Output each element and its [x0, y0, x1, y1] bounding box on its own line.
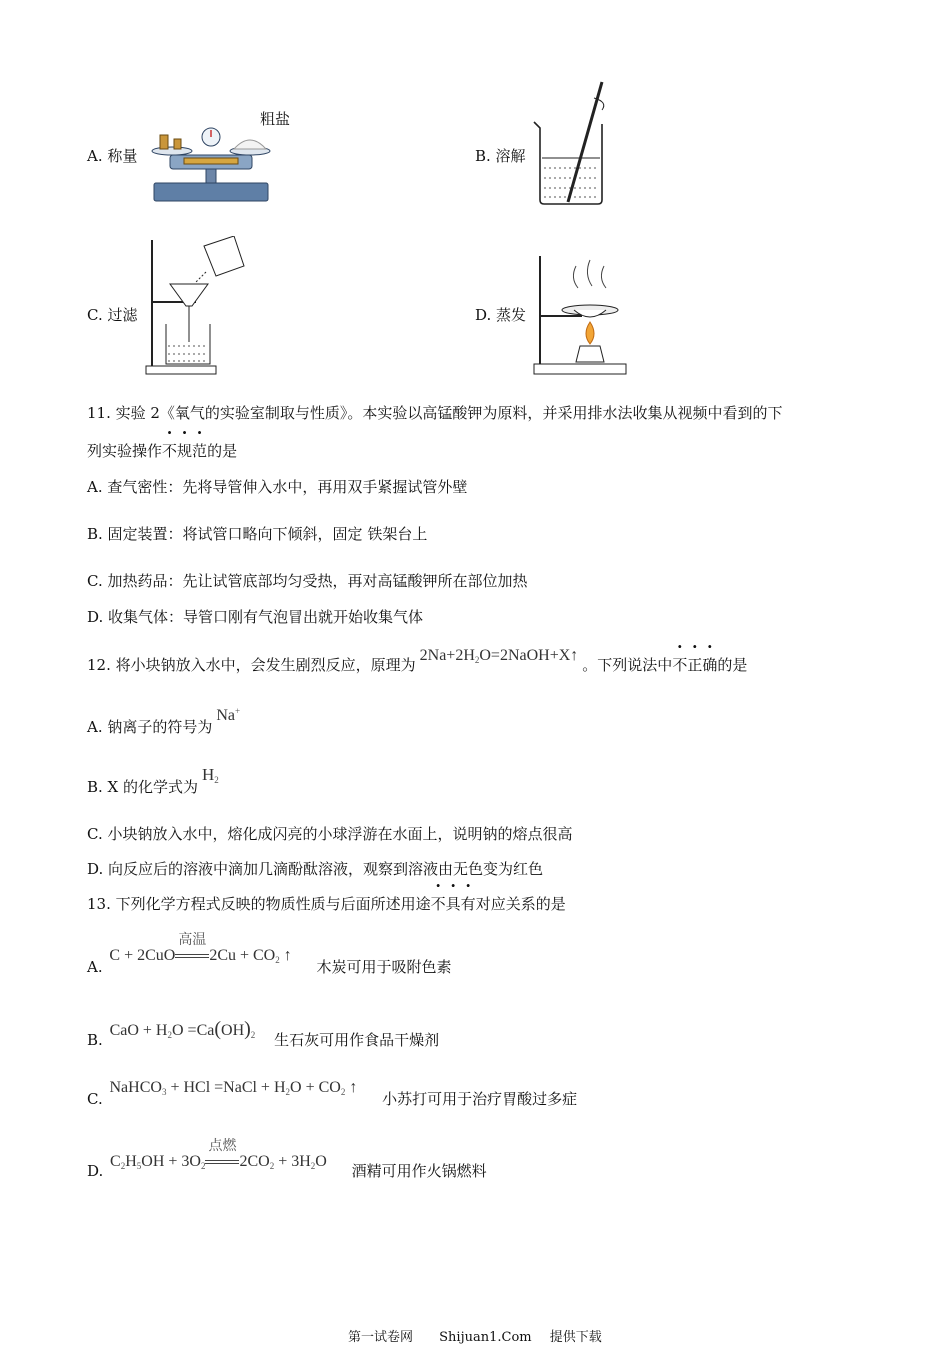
- evaporation-apparatus: [530, 254, 630, 378]
- q11-stem-line1: 11. 实验 2《氧气的实验室制取与性质》。本实验以高锰酸钾为原料，并采用排水法收集从视频中看到的下: [87, 404, 783, 422]
- option-b-dissolving: B. 溶解: [475, 147, 526, 165]
- footer-site-name: 第一试卷网: [348, 1330, 414, 1345]
- option-d-evaporation: D. 蒸发: [475, 306, 527, 324]
- q12-option-b: B. X 的化学式为$H_2$: [87, 765, 219, 796]
- crude-salt-label: 粗盐: [260, 110, 291, 128]
- filtration-apparatus: [140, 236, 250, 378]
- beaker-with-stirring-rod: [530, 78, 610, 206]
- balance-scale-illustration: [148, 125, 273, 205]
- q11-option-a: A. 查气密性：先将导管伸入水中，再用双手紧握试管外壁: [87, 478, 468, 496]
- q13-option-a: A. C + 2CuO 高温 $2Cu + CO_2$ ↑ 木炭可用于吸附色素: [87, 933, 452, 976]
- option-a-weighing: A. 称量: [87, 147, 138, 165]
- q11-option-b: B. 固定装置：将试管口略向下倾斜，固定 铁架台上: [87, 525, 428, 543]
- q12-option-c: C. 小块钠放入水中，熔化成闪亮的小球浮游在水面上，说明钠的熔点很高: [87, 825, 573, 843]
- option-c-filtering: C. 过滤: [87, 306, 138, 324]
- footer-site-url[interactable]: Shijuan1.Com: [439, 1330, 532, 1345]
- q11-stem-line2: 列实验操作不规范的是: [87, 442, 238, 460]
- q13-stem: 13. 下列化学方程式反映的物质性质与后面所述用途不具有对应关系的是: [87, 895, 566, 913]
- q13-option-c: C. NaHCO$_3$ + HCl =NaCl + $H_2O + CO_2$ ↑ 小苏打可用于治疗胃酸过多症: [87, 1079, 578, 1108]
- q11-option-d: D. 收集气体：导管口刚有气泡冒出就开始收集气体: [87, 608, 424, 626]
- q13-option-d: D. $C_2H_5OH + 3O_2$ 点燃 $2CO_2 + 3H_2O$ 酒精可用作火锅燃料: [87, 1139, 487, 1180]
- footer: [348, 1326, 602, 1345]
- q11-option-c: C. 加热药品：先让试管底部均匀受热，再对高锰酸钾所在部位加热: [87, 572, 528, 590]
- q12-option-a: A. 钠离子的符号为Na+: [87, 706, 241, 736]
- q13-option-b: B. CaO + $H_2O =Ca(OH)_2$ 生石灰可用作食品干燥剂: [87, 1018, 440, 1049]
- footer-download-text: 提供下载: [549, 1330, 602, 1345]
- q12-option-d: D. 向反应后的溶液中滴加几滴酚酞溶液，观察到溶液由无色变为红色: [87, 860, 544, 878]
- q12-stem: 12. 将小块钠放入水中，会发生剧烈反应，原理为$2Na+2H_2O=2NaOH+X↑$。下列说法中不正确的是: [87, 647, 748, 674]
